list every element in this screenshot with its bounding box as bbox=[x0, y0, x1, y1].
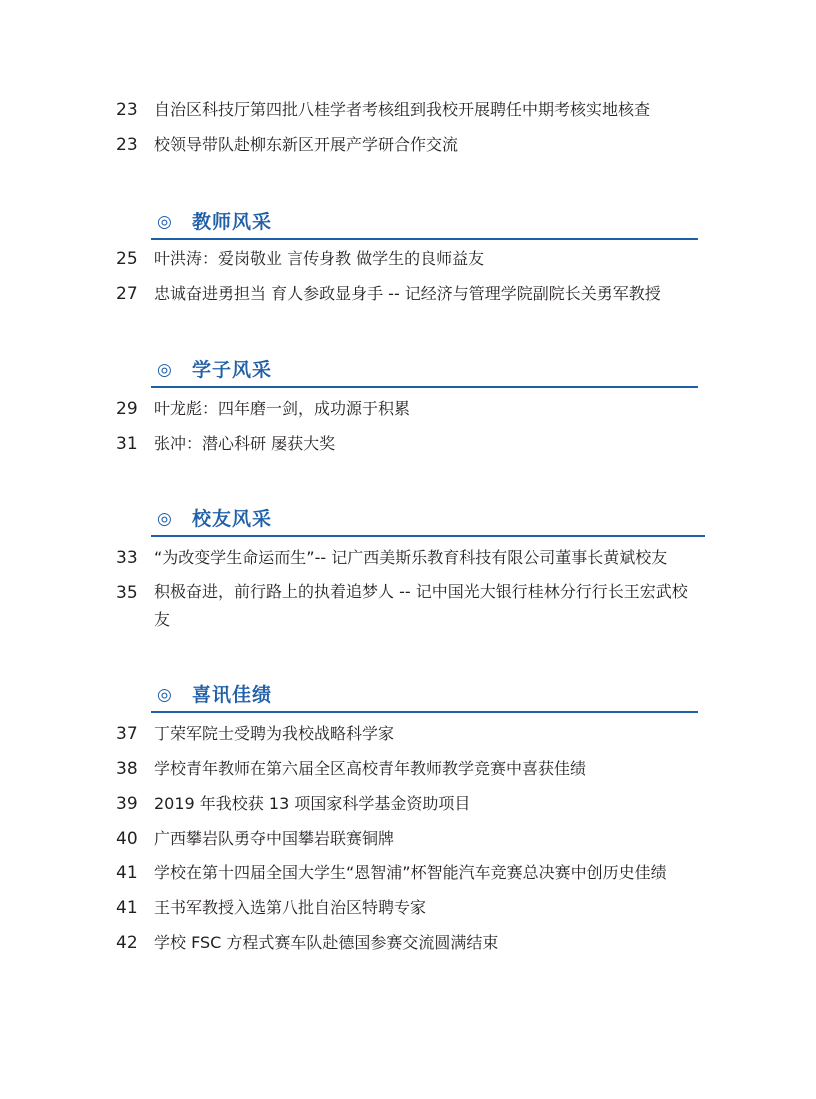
entry-title: 广西攀岩队勇夺中国攀岩联赛铜牌 bbox=[154, 829, 395, 848]
page-number: 29 bbox=[116, 399, 138, 419]
section-header-teachers bbox=[0, 207, 816, 239]
entry-title: “为改变学生命运而生”-- 记广西美斯乐教育科技有限公司董事长黄斌校友 bbox=[154, 548, 668, 567]
section-header-alumni bbox=[0, 504, 816, 536]
page-number: 42 bbox=[116, 933, 138, 953]
page-number: 40 bbox=[116, 829, 138, 849]
page-number: 41 bbox=[116, 898, 138, 918]
entry-title: 自治区科技厅第四批八桂学者考核组到我校开展聘任中期考核实地核查 bbox=[154, 100, 651, 119]
page-number: 35 bbox=[116, 583, 138, 603]
circle-bullet-icon: ◎ bbox=[157, 685, 172, 705]
section-title: 教师风采 bbox=[192, 211, 273, 233]
section-divider bbox=[151, 238, 698, 240]
section-header-students bbox=[0, 355, 816, 387]
section-divider bbox=[151, 386, 698, 388]
entry-title: 叶龙彪：四年磨一剑，成功源于积累 bbox=[154, 399, 411, 418]
page-number: 23 bbox=[116, 100, 138, 120]
entry-title: 学校在第十四届全国大学生“恩智浦”杯智能汽车竞赛总决赛中创历史佳绩 bbox=[154, 863, 667, 882]
entry-title: 忠诚奋进勇担当 育人参政显身手 -- 记经济与管理学院副院长关勇军教授 bbox=[154, 284, 661, 303]
section-title: 喜讯佳绩 bbox=[192, 684, 273, 706]
entry-title: 王书军教授入选第八批自治区特聘专家 bbox=[154, 898, 427, 917]
page-number: 38 bbox=[116, 759, 138, 779]
section-title: 校友风采 bbox=[192, 508, 273, 530]
entry-title: 学校青年教师在第六届全区高校青年教师教学竞赛中喜获佳绩 bbox=[154, 759, 587, 778]
page-number: 27 bbox=[116, 284, 138, 304]
section-divider bbox=[151, 711, 698, 713]
entry-title: 学校 FSC 方程式赛车队赴德国参赛交流圆满结束 bbox=[154, 933, 499, 952]
circle-bullet-icon: ◎ bbox=[157, 509, 172, 529]
page-number: 25 bbox=[116, 249, 138, 269]
section-title: 学子风采 bbox=[192, 359, 273, 381]
circle-bullet-icon: ◎ bbox=[157, 212, 172, 232]
page-number: 31 bbox=[116, 434, 138, 454]
section-header-news bbox=[0, 680, 816, 712]
entry-title: 2019 年我校获 13 项国家科学基金资助项目 bbox=[154, 794, 471, 813]
section-divider bbox=[151, 535, 705, 537]
page-number: 41 bbox=[116, 863, 138, 883]
entry-title: 张冲：潜心科研 屡获大奖 bbox=[154, 434, 336, 453]
page-number: 37 bbox=[116, 724, 138, 744]
entry-title: 积极奋进，前行路上的执着追梦人 -- 记中国光大银行桂林分行行长王宏武校友 bbox=[154, 582, 688, 629]
entry-title: 校领导带队赴柳东新区开展产学研合作交流 bbox=[154, 135, 459, 154]
page-number: 23 bbox=[116, 135, 138, 155]
entry-title: 叶洪涛：爱岗敬业 言传身教 做学生的良师益友 bbox=[154, 249, 485, 268]
page-number: 39 bbox=[116, 794, 138, 814]
entry-title: 丁荣军院士受聘为我校战略科学家 bbox=[154, 724, 395, 743]
circle-bullet-icon: ◎ bbox=[157, 360, 172, 380]
page-number: 33 bbox=[116, 548, 138, 568]
